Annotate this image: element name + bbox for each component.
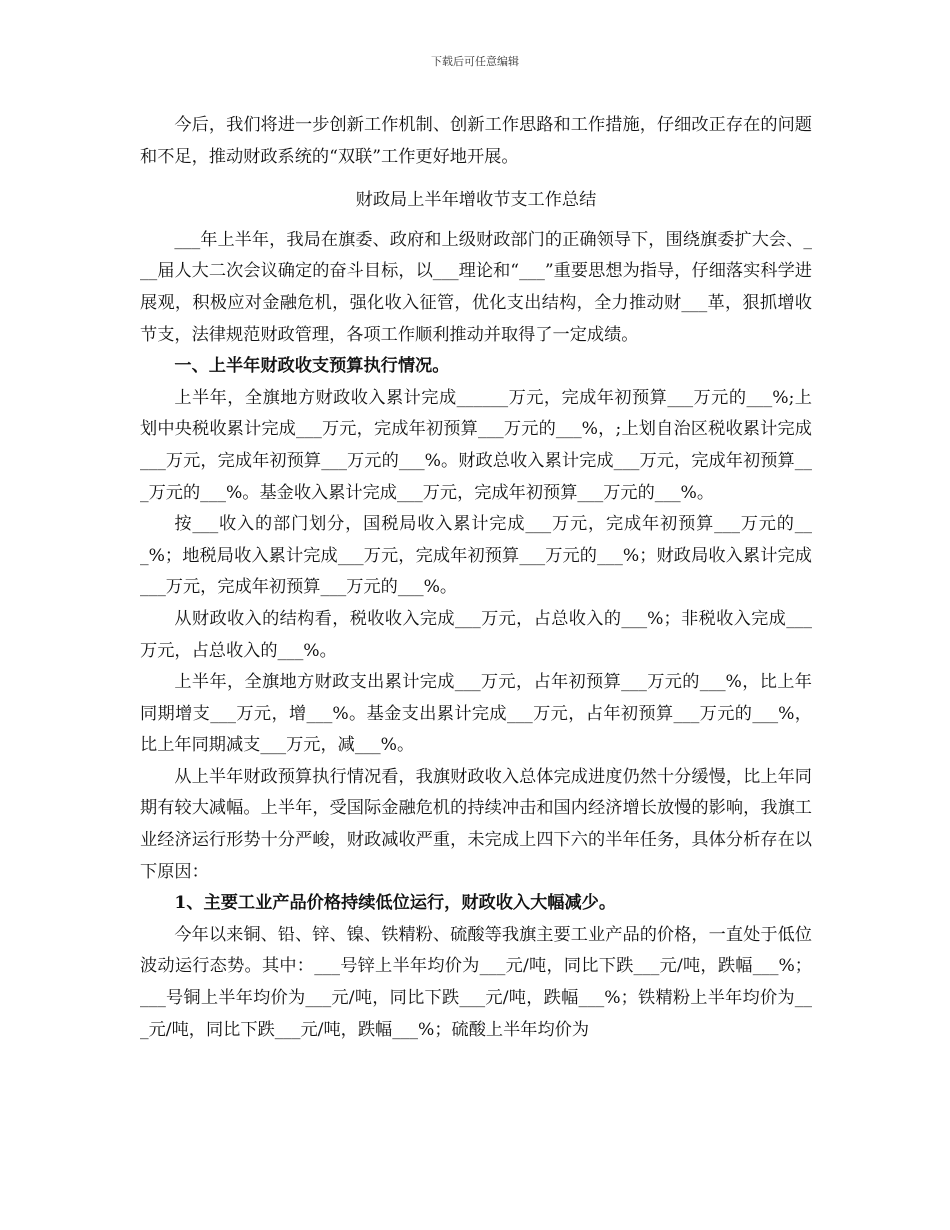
paragraph-revenue: 上半年，全旗地方财政收入累计完成______万元，完成年初预算___万元的___%;上划中央税收累计完成___万元，完成年初预算___万元的___%，;上划自治区税收累计完成___万元，完成年初预算___万元的___%。财政总收入累计完成___万元，完成年初预算___万元的___%。基金收入累计完成___万元，完成年初预算___万元的___%。 bbox=[140, 387, 812, 503]
paragraph-analysis: 从上半年财政预算执行情况看，我旗财政收入总体完成进度仍然十分缓慢，比上年同期有较大减幅。上半年，受国际金融危机的持续冲击和国内经济增长放慢的影响，我旗工业经济运行形势十分严峻，财政减收严重，未完成上四下六的半年任务，具体分析存在以下原因： bbox=[140, 766, 812, 882]
paragraph-expenditure: 上半年，全旗地方财政支出累计完成___万元，占年初预算___万元的___%，比上年同期增支___万元，增___%。基金支出累计完成___万元，占年初预算___万元的___%，比上年同期减支___万元，减___%。 bbox=[140, 672, 812, 756]
paragraph-structure: 从财政收入的结构看，税收收入完成___万元，占总收入的___%；非税收入完成___万元，占总收入的___%。 bbox=[140, 608, 812, 661]
section-heading-1: 一、上半年财政收支预算执行情况。 bbox=[174, 356, 450, 377]
paragraph-closing: 今后，我们将进一步创新工作机制、创新工作思路和工作措施，仔细改正存在的问题和不足，推动财政系统的“双联”工作更好地开展。 bbox=[140, 115, 812, 167]
paragraph-departments: 按___收入的部门划分，国税局收入累计完成___万元，完成年初预算___万元的___%；地税局收入累计完成___万元，完成年初预算___万元的___%；财政局收入累计完成___万元，完成年初预算___万元的___%。 bbox=[140, 514, 812, 598]
page-header: 下载后可任意编辑 bbox=[431, 55, 519, 68]
paragraph-intro: ___年上半年，我局在旗委、政府和上级财政部门的正确领导下，围绕旗委扩大会、___届人大二次会议确定的奋斗目标，以___理论和“___”重要思想为指导，仔细落实科学进展观，积极应对金融危机，强化收入征管，优化支出结构，全力推动财___革，狠抓增收节支，法律规范财政管理，各项工作顺利推动并取得了一定成绩。 bbox=[140, 229, 812, 345]
subsection-heading-1: 1、主要工业产品价格持续低位运行，财政收入大幅减少。 bbox=[174, 893, 617, 914]
document-title: 财政局上半年增收节支工作总结 bbox=[355, 190, 597, 211]
document-body bbox=[140, 110, 812, 1046]
paragraph-prices: 今年以来铜、铅、锌、镍、铁精粉、硫酸等我旗主要工业产品的价格，一直处于低位波动运行态势。其中：___号锌上半年均价为___元/吨，同比下跌___元/吨，跌幅___%；___号铜上半年均价为___元/吨，同比下跌___元/吨，跌幅___%；铁精粉上半年均价为___元/吨，同比下跌___元/吨，跌幅___%；硫酸上半年均价为 bbox=[140, 924, 812, 1040]
